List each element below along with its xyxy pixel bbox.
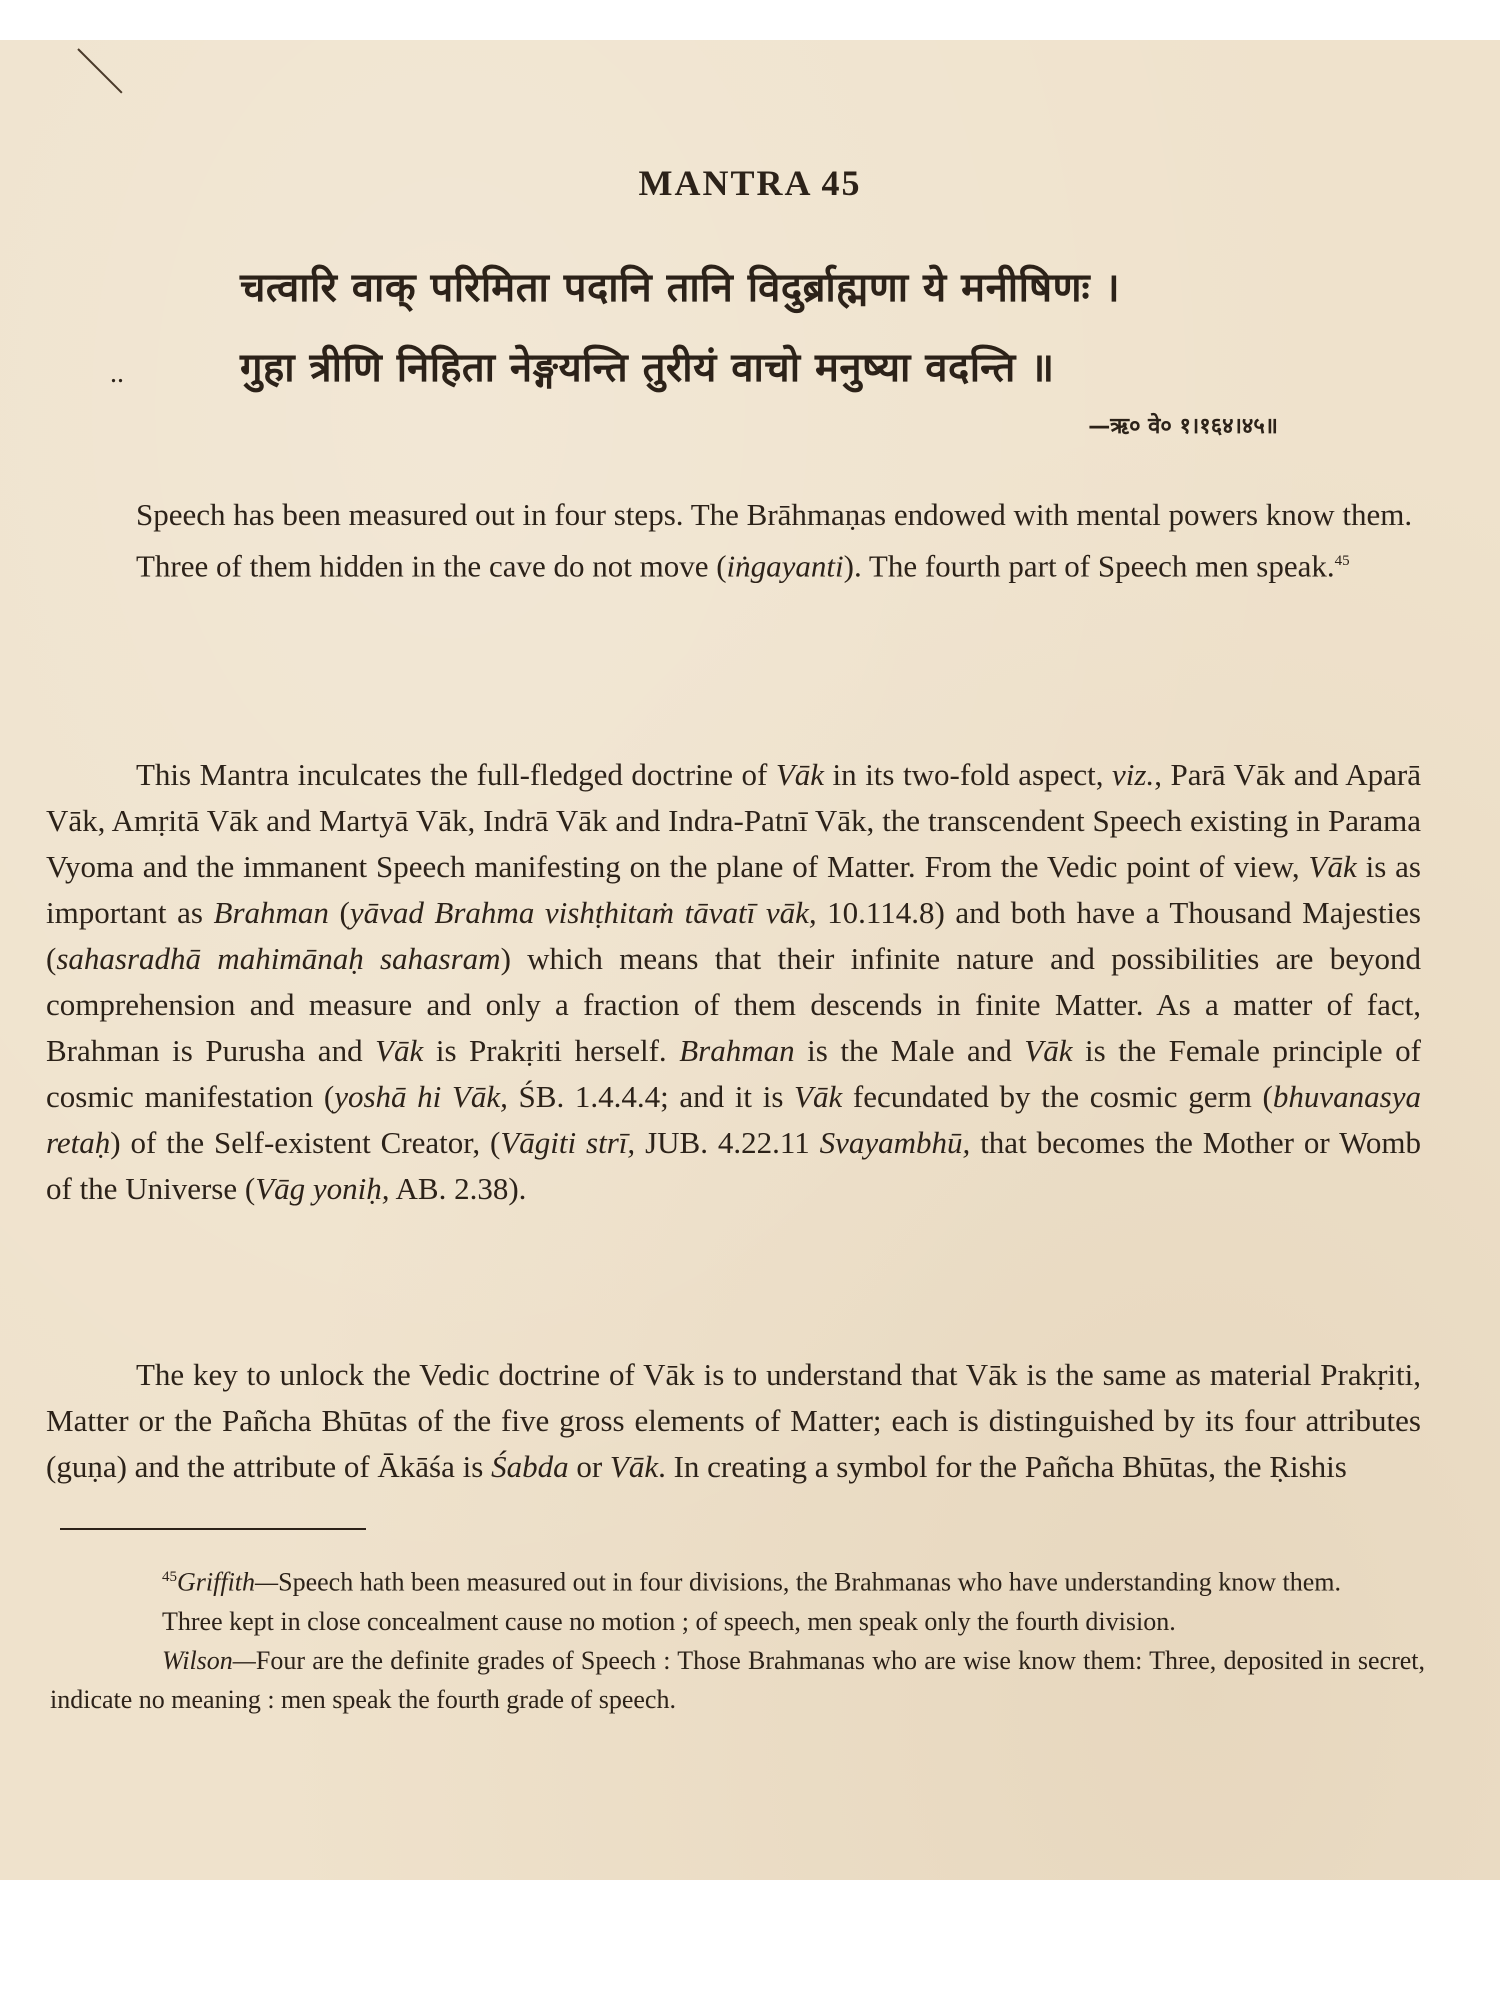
italic-term: viz. <box>1112 757 1155 792</box>
book-page <box>0 40 1500 1880</box>
text-run: ( <box>328 895 350 930</box>
italic-term: Vāgiti strī, <box>500 1125 636 1160</box>
text-run: AB. 2.38). <box>389 1171 527 1206</box>
italic-term: Vāk <box>794 1079 843 1114</box>
italic-term: yāvad Brahma vishṭhitaṁ tāvatī vāk, <box>349 895 817 930</box>
text-run: that becomes the Mother or Womb of the Universe ( <box>46 1125 1421 1206</box>
text-run: is Prakṛiti herself. <box>423 1033 680 1068</box>
verse-reference: —ऋ० वे० १।१६४।४५॥ <box>1088 414 1278 439</box>
footnote-text: Four are the definite grades of Speech : Those Brahmanas who are wise know them: Three, deposited in secret, indicate no meaning : men speak the fourth grade of speech. <box>50 1645 1425 1714</box>
sanskrit-verse-line-1: चत्वारि वाक् परिमिता पदानि तानि विदुर्ब्राह्मणा ये मनीषिणः । <box>240 265 1121 311</box>
text-run: is as important as <box>46 849 1421 930</box>
italic-term: Vāk <box>1024 1033 1073 1068</box>
italic-term: Vāg yoniḥ, <box>255 1171 390 1206</box>
text-run: is the Female principle of cosmic manifestation ( <box>46 1033 1421 1114</box>
margin-dots: .. <box>110 358 124 389</box>
text-run: The key to unlock the Vedic doctrine of Vāk is to understand that Vāk is the same as material Prakṛiti, Matter or the Pañcha Bhūtas of the five gross elements of Matter; each is distinguished by its four attributes (guṇa) and the attribute of Ākāśa is <box>46 1357 1421 1484</box>
footnote-griffith <box>50 1558 1425 1602</box>
text-run: in its two-fold aspect, <box>824 757 1113 792</box>
text-run: ) which means that their infinite nature and possibilities are beyond comprehension and measure and only a fraction of them descends in finite Matter. As a matter of fact, Brahman is Purusha and <box>46 941 1421 1068</box>
text-run: . In creating a symbol for the Pañcha Bhūtas, the Ṛishis <box>658 1449 1347 1484</box>
translator-name: Wilson— <box>162 1645 256 1675</box>
commentary-text <box>46 752 1421 1212</box>
italic-term: Vāk <box>1308 849 1357 884</box>
italic-term: Brahman <box>213 895 329 930</box>
sanskrit-term: iṅgayanti <box>726 548 844 584</box>
translator-name: Griffith— <box>177 1567 279 1597</box>
commentary-paragraph-2 <box>46 1352 1421 1490</box>
paper-crease-mark <box>77 48 122 93</box>
sanskrit-verse-line-2: गुहा त्रीणि निहिता नेङ्गयन्ति तुरीयं वाचो मनुष्या वदन्ति ॥ <box>240 345 1055 391</box>
footnote-reference[interactable]: 45 <box>1334 553 1350 569</box>
translation <box>46 492 1421 589</box>
footnote-griffith-continued: Three kept in close concealment cause no motion ; of speech, men speak only the fourth division. <box>162 1606 1176 1636</box>
translation-paragraph-1: Speech has been measured out in four steps. The Brāhmaṇas endowed with mental powers know them. <box>136 497 1413 532</box>
italic-term: Svayambhū, <box>819 1125 971 1160</box>
text-run: 10.114.8) and both have a Thousand Majesties ( <box>46 895 1421 976</box>
italic-term: Vāk <box>375 1033 424 1068</box>
text-run: fecundated by the cosmic germ ( <box>842 1079 1273 1114</box>
translation-text: Three of them hidden in the cave do not move ( <box>136 548 727 584</box>
text-run: This Mantra inculcates the full-fledged doctrine of <box>136 757 776 792</box>
italic-term: sahasradhā mahimānaḥ sahasram <box>56 941 501 976</box>
page-title: MANTRA 45 <box>638 163 862 203</box>
italic-term: bhuvanasya retaḥ <box>46 1079 1421 1160</box>
text-run: ) of the Self-existent Creator, ( <box>110 1125 501 1160</box>
text-run: is the Male and <box>794 1033 1025 1068</box>
commentary-paragraph-1 <box>46 752 1421 1212</box>
text-run: or <box>568 1449 610 1484</box>
italic-term: yoshā hi Vāk, <box>334 1079 508 1114</box>
translation-paragraph-2 <box>46 538 1421 589</box>
italic-term: Śabda <box>491 1449 569 1484</box>
footnote-divider <box>60 1528 366 1530</box>
commentary-text <box>46 1352 1421 1490</box>
footnotes <box>50 1558 1425 1719</box>
text-run: ŚB. 1.4.4.4; and it is <box>507 1079 795 1114</box>
text-run: JUB. 4.22.11 <box>635 1125 820 1160</box>
footnote-text: Speech hath been measured out in four divisions, the Brahmanas who have understanding know them. <box>278 1567 1342 1597</box>
translation-text: ). The fourth part of Speech men speak. <box>843 548 1335 584</box>
italic-term: Vāk <box>775 757 825 792</box>
footnote-number: 45 <box>162 1569 177 1585</box>
italic-term: Vāk <box>609 1449 659 1484</box>
footnote-wilson <box>50 1641 1425 1719</box>
text-run: , Parā Vāk and Aparā Vāk, Amṛitā Vāk and Martyā Vāk, Indrā Vāk and Indra-Patnī Vāk, the transcendent Speech existing in Parama Vyoma and the immanent Speech manifesting on the plane of Matter. From the Vedic point of view, <box>46 757 1421 884</box>
italic-term: Brahman <box>679 1033 795 1068</box>
